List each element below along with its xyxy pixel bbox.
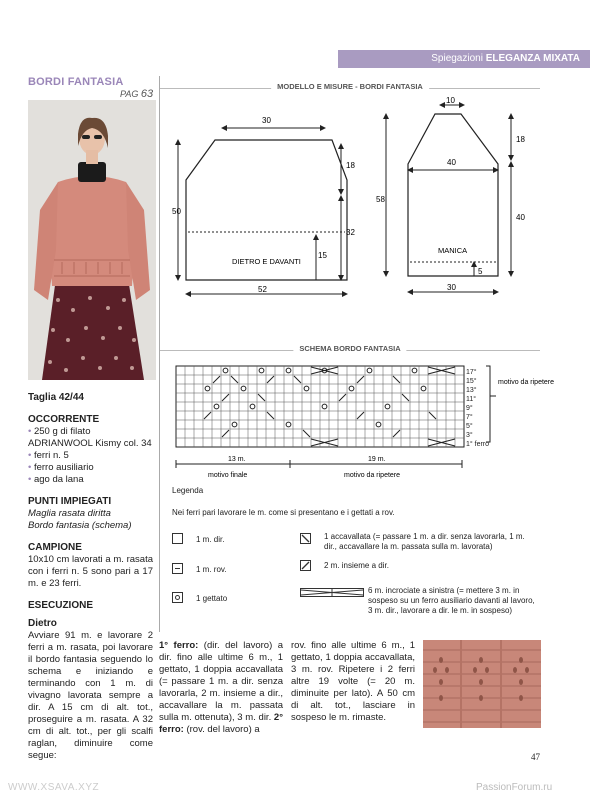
sleeve-raglan: 18 — [516, 135, 525, 144]
cable-symbol — [300, 588, 364, 597]
page-reference-number: 63 — [140, 88, 154, 100]
row1-text: (dir. del lavoro) a dir. fino alle ultime 6 m., 1 gettato, 1 doppia accavallata (= passare 1 m. a dir. senza lavorarla, 2 m. insieme a dir., accavallare la m. passata sulla m. ottenuta), 3 m. dir. — [159, 640, 283, 723]
diagram-title: MODELLO E MISURE - BORDI FANTASIA — [271, 82, 429, 91]
legend-item: 6 m. incrociate a sinistra (= mettere 3 m. in sospeso su un ferro ausiliario davanti al lavoro, 3 m. dir., lavorare a dir. le m. in sospeso) — [368, 586, 535, 615]
purl-symbol — [172, 563, 183, 574]
body-armhole: 18 — [346, 161, 355, 170]
row-label: 13° — [466, 387, 477, 394]
sleeve-side: 40 — [516, 213, 525, 222]
body-top-width: 30 — [262, 116, 271, 125]
instructions-col2: rov. fino alle ultime 6 m., 1 gettato, 1 doppia accavallata, 3 m. rov. Ripetere i 2 ferri altre 19 volte (= 20 m. diminuite per lato). A 50 cm di alt. tot., lasciare in sospeso le m. rimaste. — [291, 640, 415, 723]
body-border-height: 15 — [318, 251, 327, 260]
sleeve-height: 58 — [376, 195, 385, 204]
legend-item: 1 gettato — [196, 594, 228, 603]
list-item: • 250 g di filato ADRIANWOOL Kismy col. 34 — [28, 426, 153, 450]
sleeve-mid-width: 40 — [447, 158, 456, 167]
repeat-label: motivo da ripetere — [498, 379, 555, 386]
row2-label: 2° ferro: — [159, 712, 284, 735]
legend-item: 1 accavallata (= passare 1 m. a dir. senza lavorarla, 1 m. dir., accavallare la m. passata sulla m. lavorata) — [324, 532, 525, 551]
body-bottom-width: 52 — [258, 285, 267, 294]
page-reference — [120, 88, 153, 100]
yarn-over-symbol — [172, 592, 183, 603]
legend-note: Nei ferri pari lavorare le m. come si presentano e i gettati a rov. — [172, 508, 395, 517]
dietro-text: Avviare 91 m. e lavorare 2 ferri a m. rasata, poi lavorare il bordo fantasia seguendo lo schema e iniziando e terminando con 1 m. di vivagno lavorata sempre a dir. A 15 cm di alt. tot., proseguire a m. rasata. A 32 cm di alt. tot., per gli scalfi raglan, diminuire come segue: — [28, 630, 153, 761]
punti-heading: PUNTI IMPIEGATI — [28, 496, 112, 507]
chart-grid — [176, 366, 464, 447]
campione-text: 10x10 cm lavorati a m. rasata con i ferri n. 5 sono pari a 17 m. e 23 ferri. — [28, 554, 153, 589]
legend-item: 1 m. rov. — [196, 565, 227, 574]
section-header-bar — [338, 50, 590, 68]
list-item: • ago da lana — [28, 474, 153, 486]
sleeve-label: MANICA — [438, 246, 468, 255]
page-reference-label: PAG — [120, 89, 139, 99]
sleeve-border-height: 5 — [478, 267, 483, 276]
motif-final-label: motivo finale — [208, 472, 248, 479]
instructions-col1 — [159, 640, 283, 736]
row2-text: (rov. del lavoro) a — [186, 724, 260, 735]
left-column — [28, 392, 153, 762]
row-label: 1° ferro — [466, 441, 490, 448]
measurements-diagram — [160, 96, 540, 306]
row-label: 3° — [466, 432, 473, 439]
motif-repeat-label: motivo da ripetere — [344, 472, 401, 479]
body-label: DIETRO E DAVANTI — [232, 257, 301, 266]
list-item: • ferro ausiliario — [28, 462, 153, 474]
k2tog-symbol — [300, 560, 311, 571]
page-number: 47 — [531, 752, 540, 762]
legend-item: 1 m. dir. — [196, 535, 225, 544]
list-item: • ferri n. 5 — [28, 450, 153, 462]
section-title: ELEGANZA MIXATA — [485, 53, 580, 64]
occorrente-heading: OCCORRENTE — [28, 414, 100, 425]
row-label: 7° — [466, 414, 473, 421]
sleeve-bottom-width: 30 — [447, 283, 456, 292]
legend-title: Legenda — [172, 486, 204, 495]
sleeve-top-width: 10 — [446, 96, 455, 105]
body-side: 32 — [346, 228, 355, 237]
punti-item: Bordo fantasia (schema) — [28, 520, 132, 531]
punti-item: Maglia rasata diritta — [28, 508, 111, 519]
row1-label: 1° ferro: — [159, 640, 199, 651]
watermark-left: WWW.XSAVA.XYZ — [8, 782, 100, 793]
body-height: 50 — [172, 207, 181, 216]
occorrente-list — [28, 426, 153, 486]
project-title: BORDI FANTASIA — [28, 76, 124, 88]
diagram-section-header — [160, 82, 540, 96]
row-label: 5° — [466, 423, 473, 430]
row-label: 9° — [466, 405, 473, 412]
chart-section-header — [160, 344, 540, 358]
row-label: 15° — [466, 378, 477, 385]
row-label: 11° — [466, 396, 477, 403]
span-final: 13 m. — [228, 456, 246, 463]
esecuzione-heading: ESECUZIONE — [28, 600, 94, 611]
knit-swatch-photo — [423, 640, 541, 728]
size-heading: Taglia 42/44 — [28, 392, 84, 403]
model-photo — [28, 100, 156, 380]
row-label: 17° — [466, 369, 477, 376]
ssk-symbol — [300, 533, 311, 544]
section-label: Spiegazioni — [431, 53, 483, 64]
campione-heading: CAMPIONE — [28, 542, 82, 553]
chart-title: SCHEMA BORDO FANTASIA — [293, 344, 406, 353]
dietro-subheading: Dietro — [28, 618, 57, 629]
stitch-chart — [170, 364, 555, 482]
legend-item: 2 m. insieme a dir. — [324, 561, 389, 570]
knit-symbol — [172, 533, 183, 544]
watermark-right: PassionForum.ru — [476, 782, 553, 793]
span-repeat: 19 m. — [368, 456, 386, 463]
